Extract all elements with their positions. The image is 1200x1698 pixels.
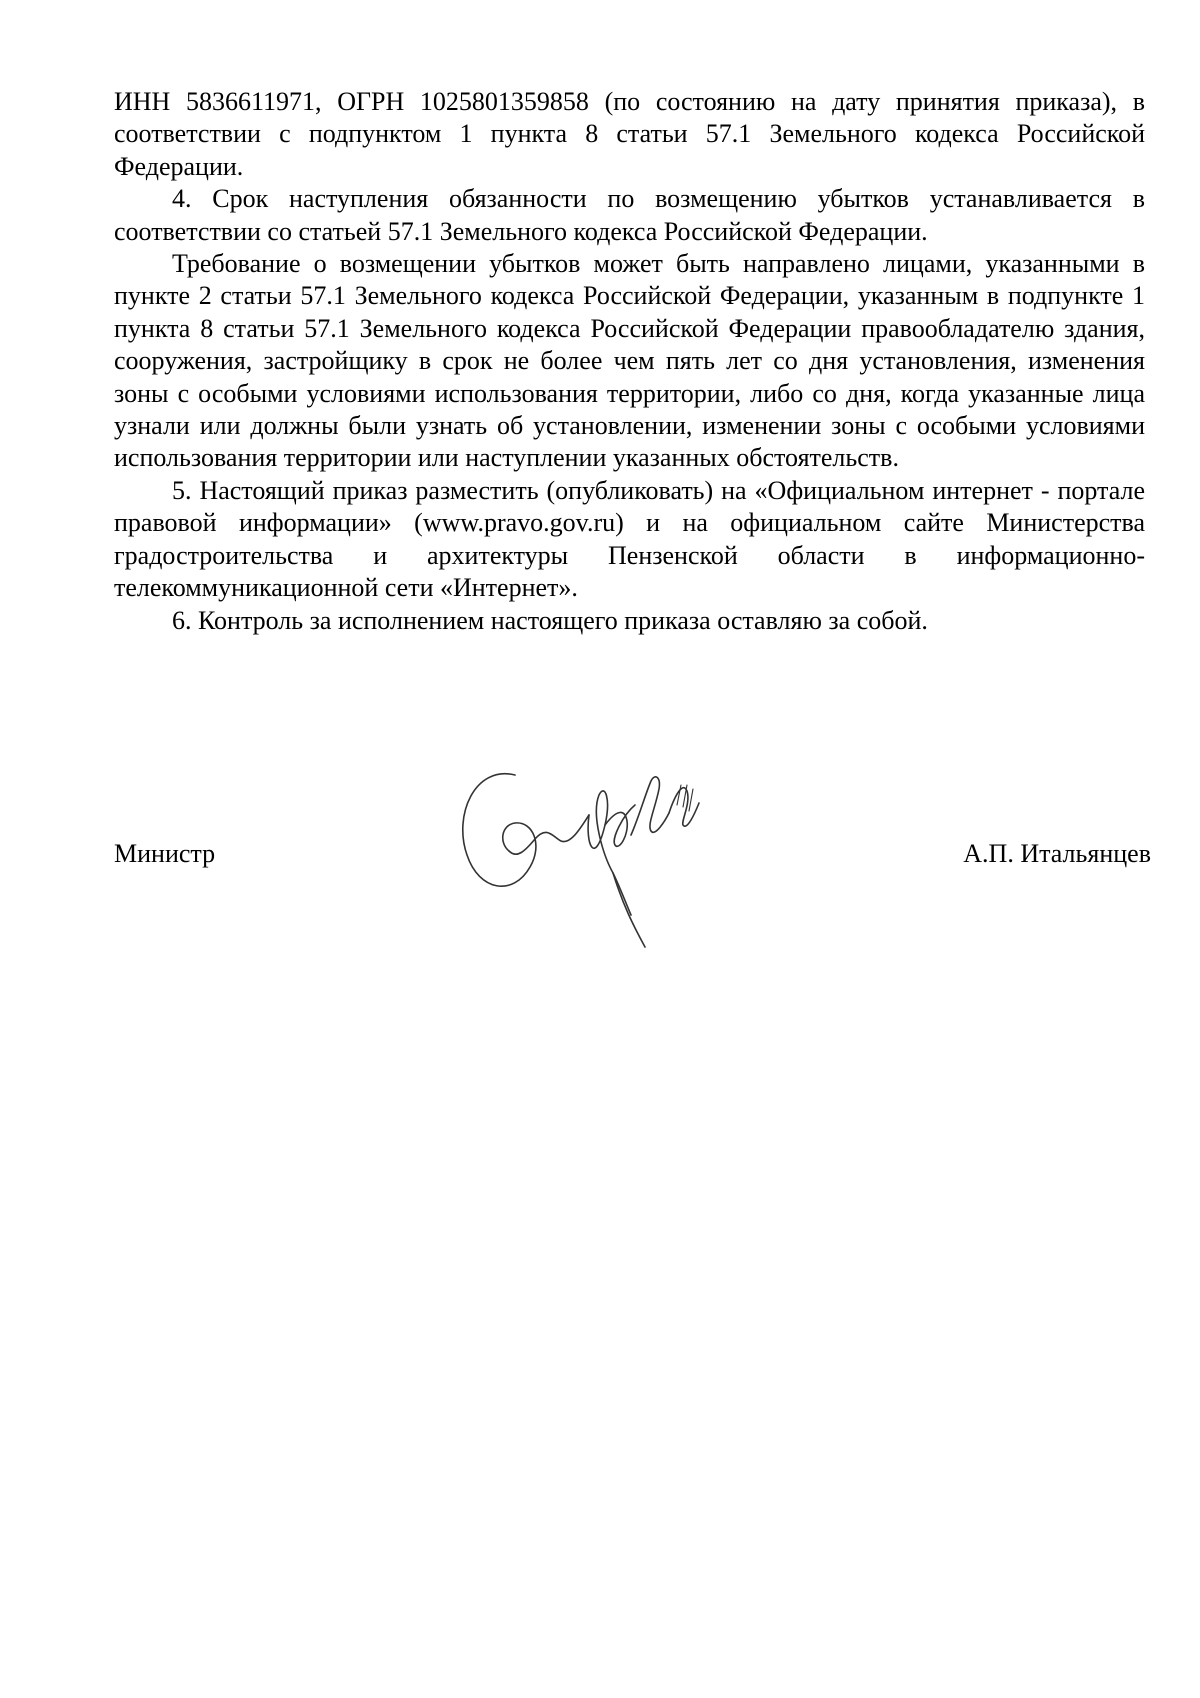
paragraph-item-4: 4. Срок наступления обязанности по возмещению убытков устанавливается в соответствии со статьей 57.1 Земельного кодекса Российской Федерации. <box>114 184 1145 246</box>
paragraph-item-5: 5. Настоящий приказ разместить (опубликовать) на «Официальном интернет - портале правовой информации» (www.pravo.gov.ru) и на официальном сайте Министерства градостроительства и архитектуры Пензенской области в информационно-телекоммуникационной сети «Интернет». <box>114 475 1145 603</box>
paragraph-inn-ogrn: ИНН 5836611971, ОГРН 1025801359858 (по состоянию на дату принятия приказа), в соответствии с подпунктом 1 пункта 8 статьи 57.1 Земельного кодекса Российской Федерации. <box>114 87 1145 181</box>
document-body <box>114 86 1145 637</box>
paragraph-item-6: 6. Контроль за исполнением настоящего приказа оставляю за собой. <box>172 605 928 635</box>
signatory-role: Министр <box>114 839 216 868</box>
paragraph-damages-claim: Требование о возмещении убытков может быть направлено лицами, указанными в пункте 2 статьи 57.1 Земельного кодекса Российской Федерации, указанным в подпункте 1 пункта 8 статьи 57.1 Земельного кодекса Российской Федерации правообладателю здания, сооружения, застройщику в срок не более чем пять лет со дня установления, изменения зоны с особыми условиями использования территории, либо со дня, когда указанные лица узнали или должны были узнать об установлении, изменении зоны с особыми условиями использования территории или наступлении указанных обстоятельств. <box>114 249 1145 473</box>
signatory-name: А.П. Итальянцев <box>963 839 1151 868</box>
signature-block <box>114 838 1151 878</box>
